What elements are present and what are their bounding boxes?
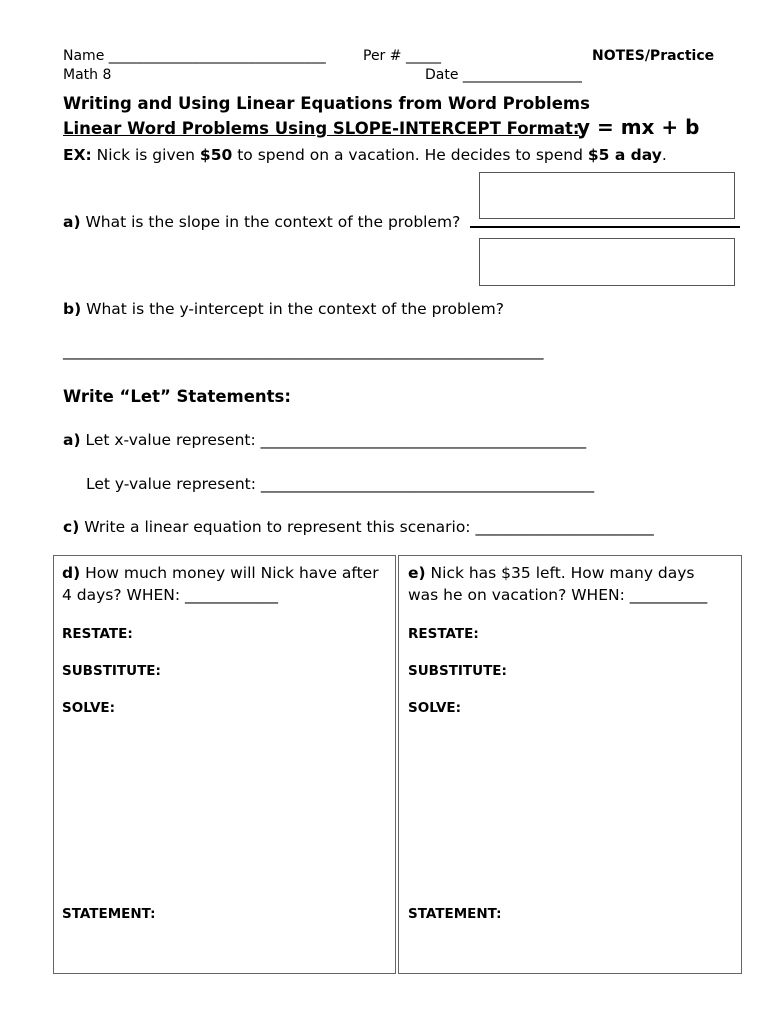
panel-e-restate-label: RESTATE: [408,626,479,642]
linear-equation-prompt [63,518,654,536]
panel-d-restate-label: RESTATE: [62,626,133,642]
question-b-prefix: b) [63,300,82,318]
answer-box-top[interactable] [479,172,735,219]
worksheet-title: Writing and Using Linear Equations from Word Problems [63,94,590,113]
example-text-2: to spend on a vacation. He decides to spend [232,146,588,164]
example-amount: $50 [199,146,233,164]
date-field-label: Date _________________ [425,67,582,83]
period-field-label: Per # _____ [363,48,441,64]
question-a [63,213,460,231]
panel-d-prefix: d) [62,564,81,582]
let-statements-heading: Write “Let” Statements: [63,387,291,406]
slope-answer-line [470,226,740,228]
let-x-text[interactable]: Let x-value represent: __________________________________________ [80,431,587,449]
let-a-prefix: a) [63,431,81,449]
panel-e-solve-label: SOLVE: [408,700,462,716]
slope-intercept-formula: y = mx + b [577,115,700,139]
let-x-statement [63,431,586,449]
panel-e-question: Nick has $35 left. How many days [425,564,695,582]
panel-e-prefix: e) [408,564,426,582]
panel-d-statement-label: STATEMENT: [62,906,156,922]
example-problem [63,146,667,164]
panel-e [398,555,742,974]
panel-e-substitute-label: SUBSTITUTE: [408,663,507,679]
y-intercept-answer-line[interactable]: ______________________________________________________________ [63,342,544,360]
question-b [63,300,504,318]
question-a-prefix: a) [63,213,81,231]
panel-d [53,555,396,974]
example-rate: $5 a day [587,146,662,164]
example-text-1: Nick is given [91,146,200,164]
let-y-statement[interactable]: Let y-value represent: ___________________________________________ [86,475,595,493]
panel-d-substitute-label: SUBSTITUTE: [62,663,161,679]
panel-d-line2[interactable]: 4 days? WHEN: ____________ [62,586,279,604]
example-text-3: . [661,146,667,164]
question-c-prefix: c) [63,518,80,536]
panel-d-solve-label: SOLVE: [62,700,116,716]
worksheet-subtitle: Linear Word Problems Using SLOPE-INTERCEPT Format: [63,119,580,138]
notes-practice-label: NOTES/Practice [592,48,715,64]
panel-d-line1 [62,562,379,584]
question-a-text: What is the slope in the context of the problem? [80,213,461,231]
panel-d-question: How much money will Nick have after [80,564,379,582]
class-label: Math 8 [63,67,112,83]
question-c-text[interactable]: Write a linear equation to represent this scenario: _______________________ [79,518,654,536]
panel-e-line2[interactable]: was he on vacation? WHEN: __________ [408,586,708,604]
answer-box-bottom[interactable] [479,238,735,286]
panel-e-line1 [408,562,695,584]
panel-e-statement-label: STATEMENT: [408,906,502,922]
name-field-label: Name _______________________________ [63,48,326,64]
question-b-text: What is the y-intercept in the context of the problem? [81,300,504,318]
example-prefix: EX: [63,146,92,164]
